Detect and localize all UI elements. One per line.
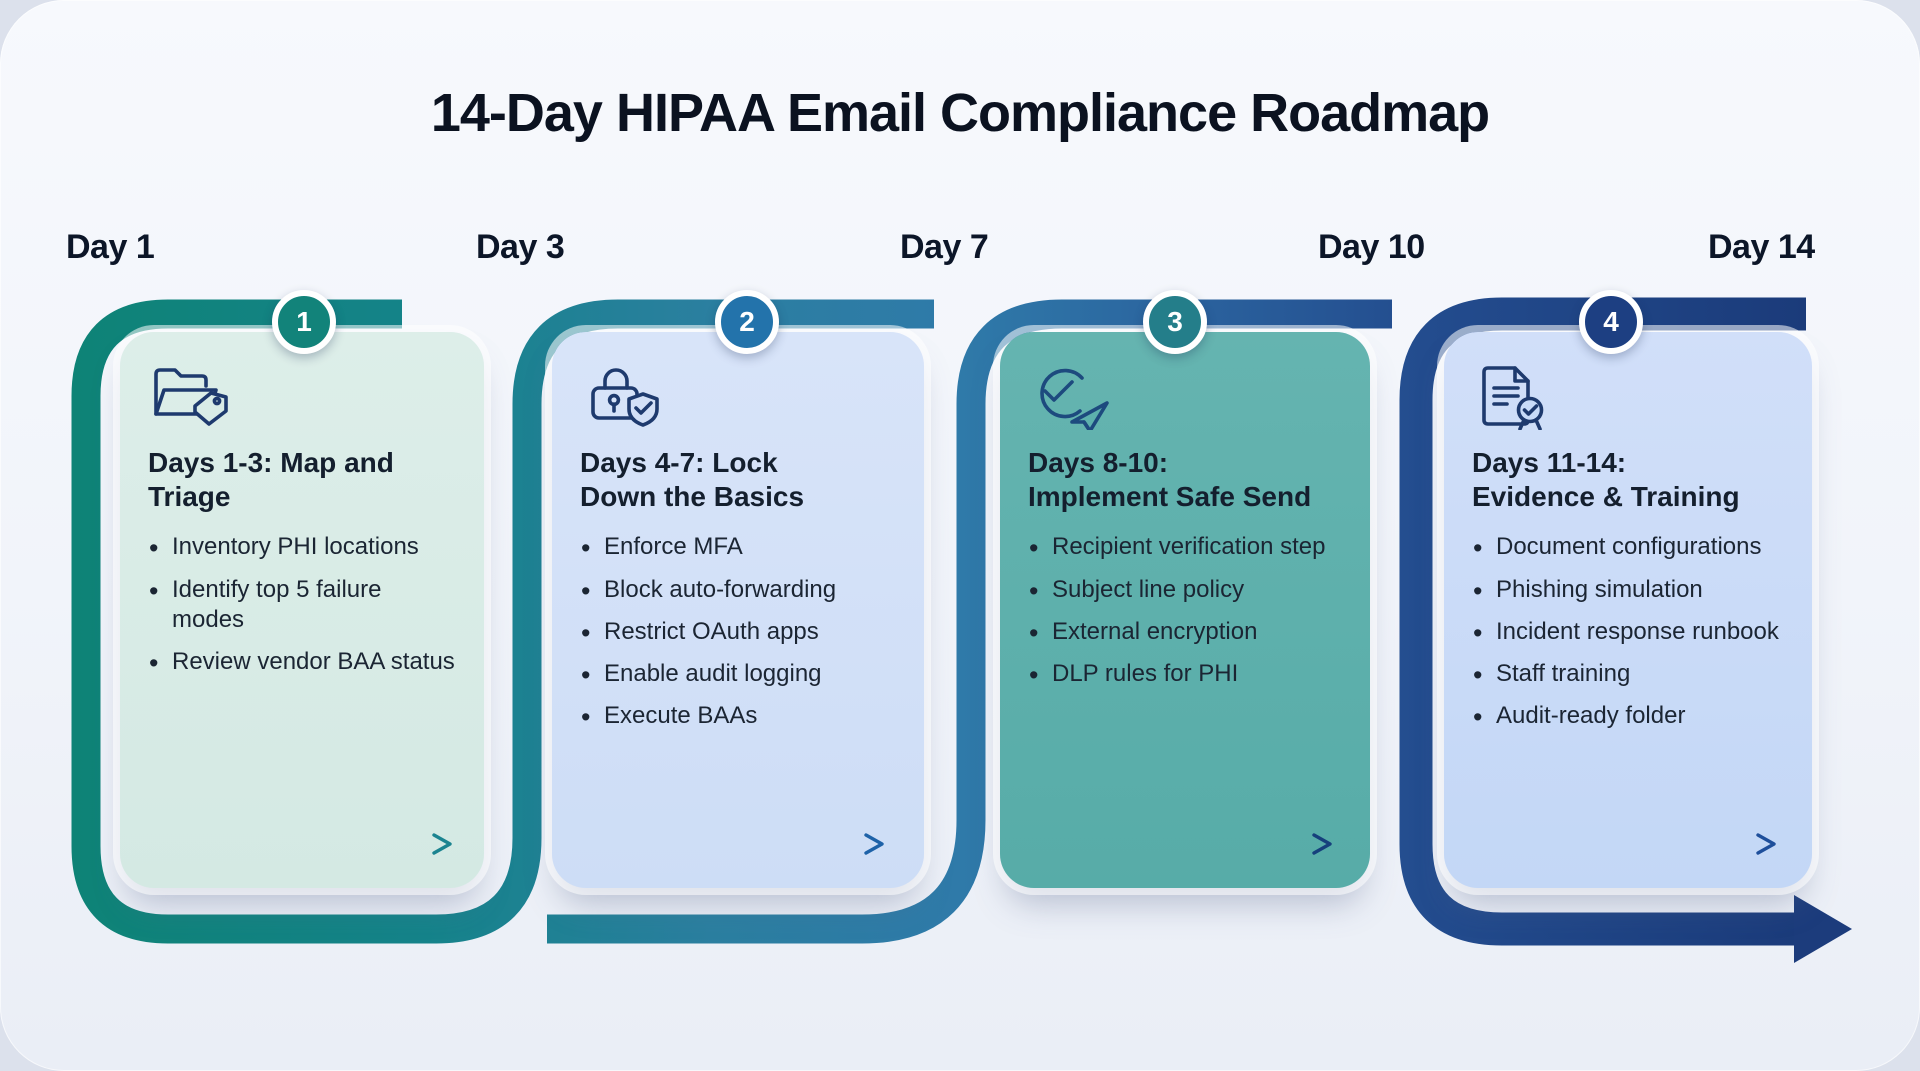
bullet-item: • Restrict OAuth apps (578, 617, 898, 647)
bullet-item: • External encryption (1026, 617, 1344, 647)
timeline-label-day-3: Day 3 (476, 228, 565, 266)
stage-3-heading: Days 8-10: Implement Safe Send (1028, 447, 1312, 513)
stage-1-progress-arrow-icon (146, 830, 466, 858)
bullet-item: • Block auto-forwarding (578, 575, 898, 605)
document-award-icon (1472, 362, 1556, 430)
bullet-item: • Review vendor BAA status (146, 647, 458, 677)
page-title: 14-Day HIPAA Email Compliance Roadmap (430, 83, 1490, 143)
bullet-item: • Inventory PHI locations (146, 532, 458, 562)
bullet-item: • Staff training (1470, 659, 1786, 689)
bullet-item: • Subject line policy (1026, 575, 1344, 605)
stage-4-heading: Days 11-14: Evidence & Training (1472, 447, 1740, 513)
stage-card-4 (1444, 332, 1812, 888)
bullet-item: • Document configurations (1470, 532, 1786, 562)
stage-4-bullet-list (1470, 532, 1786, 731)
timeline-label-day-14: Day 14 (1708, 228, 1815, 266)
stage-3-bullet-list (1026, 532, 1344, 689)
timeline-label-day-10: Day 10 (1318, 228, 1425, 266)
bullet-item: • Audit-ready folder (1470, 701, 1786, 731)
roadmap-arrowhead-icon (1794, 895, 1852, 963)
timeline-label-day-7: Day 7 (900, 228, 989, 266)
bullet-item: • Phishing simulation (1470, 575, 1786, 605)
folder-tag-icon (148, 362, 232, 430)
stage-2-bullet-list (578, 532, 898, 731)
timeline-label-day-1: Day 1 (66, 228, 155, 266)
bullet-item: • Enable audit logging (578, 659, 898, 689)
stage-2-progress-arrow-icon (578, 830, 898, 858)
stage-4-number-badge: 4 (1579, 290, 1643, 354)
bullet-item: • Enforce MFA (578, 532, 898, 562)
bullet-item: • Incident response runbook (1470, 617, 1786, 647)
stage-2-number-badge: 2 (715, 290, 779, 354)
lock-shield-icon (580, 362, 664, 430)
stage-1-number-badge: 1 (272, 290, 336, 354)
stage-1-heading: Days 1-3: Map and Triage (148, 447, 394, 513)
bullet-item: • Execute BAAs (578, 701, 898, 731)
stage-3-progress-arrow-icon (1026, 830, 1346, 858)
stage-3-number-badge: 3 (1143, 290, 1207, 354)
stage-card-1 (120, 332, 484, 888)
stage-4-progress-arrow-icon (1470, 830, 1790, 858)
stage-2-heading: Days 4-7: Lock Down the Basics (580, 447, 805, 513)
bullet-item: • DLP rules for PHI (1026, 659, 1344, 689)
stage-card-3 (1000, 332, 1370, 888)
check-send-icon (1028, 362, 1112, 430)
stage-card-2 (552, 332, 924, 888)
stage-1-bullet-list (146, 532, 458, 677)
bullet-item: • Identify top 5 failure modes (146, 575, 458, 635)
bullet-item: • Recipient verification step (1026, 532, 1344, 562)
